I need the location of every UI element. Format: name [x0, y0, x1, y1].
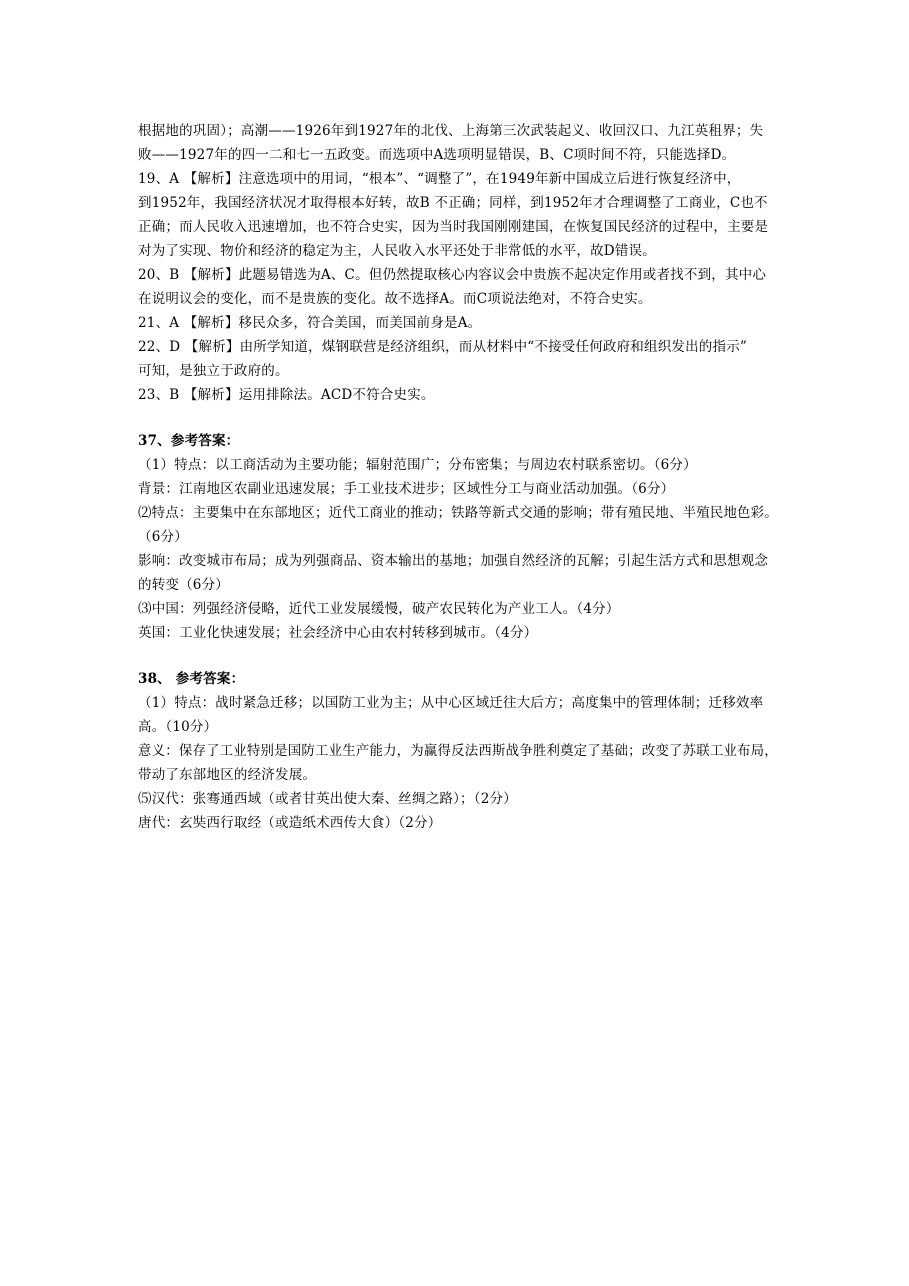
text-line: 根据地的巩固）；高潮——1926年到1927年的北伐、上海第三次武装起义、收回汉口、九江英租界；失 — [138, 123, 764, 139]
text-line: 23、B 【解析】运用排除法。ACD不符合史实。 — [138, 387, 435, 403]
section-heading-38: 38、 参考答案： — [138, 671, 245, 687]
text-line: 22、D 【解析】由所学知道，煤钢联营是经济组织，而从材料中“不接受任何政府和组织发出的指示” — [138, 339, 747, 355]
text-line: （1）特点：以工商活动为主要功能；辐射范围广；分布密集；与周边农村联系密切。（6分） — [138, 457, 697, 473]
text-line: 正确；而人民收入迅速增加，也不符合史实，因为当时我国刚刚建国，在恢复国民经济的过程中，主要是 — [138, 219, 769, 235]
text-line: （1）特点：战时紧急迁移；以国防工业为主；从中心区域迁往大后方；高度集中的管理体制；迁移效率 — [138, 695, 764, 711]
section-heading-37: 37、参考答案： — [138, 433, 240, 449]
text-line: 败——1927年的四一二和七一五政变。而选项中A选项明显错误，B、C项时间不符，只能选择D。 — [138, 147, 736, 163]
text-line: 高。（10分） — [138, 719, 218, 735]
text-line: 对为了实现、物价和经济的稳定为主，人民收入水平还处于非常低的水平，故D错误。 — [138, 243, 656, 259]
text-line: 的转变（6分） — [138, 577, 229, 593]
text-line: 21、A 【解析】移民众多，符合美国，而美国前身是A。 — [138, 315, 482, 331]
text-line: 意义：保存了工业特别是国防工业生产能力，为赢得反法西斯战争胜利奠定了基础；改变了苏联工业布局， — [138, 743, 778, 759]
text-line: 到1952年，我国经济状况才取得根本好转，故B 不正确；同样，到1952年才合理调整了工商业，C也不 — [138, 195, 768, 211]
text-line: ⑵特点：主要集中在东部地区；近代工商业的推动；铁路等新式交通的影响；带有殖民地、半殖民地色彩。 — [138, 505, 778, 521]
text-line: 20、B 【解析】此题易错选为A、C。但仍然提取核心内容议会中贵族不起决定作用或者找不到，其中心 — [138, 267, 767, 283]
text-line: 在说明议会的变化，而不是贵族的变化。故不选择A。而C项说法绝对，不符合史实。 — [138, 291, 652, 307]
text-line: 英国：工业化快速发展；社会经济中心由农村转移到城市。（4分） — [138, 625, 538, 641]
text-line: 影响：改变城市布局；成为列强商品、资本输出的基地；加强自然经济的瓦解；引起生活方式和思想观念 — [138, 553, 769, 569]
text-line: ⑶中国：列强经济侵略，近代工业发展缓慢，破产农民转化为产业工人。（4分） — [138, 601, 620, 617]
text-line: 19、A 【解析】注意选项中的用词，“根本”、“调整了”，在1949年新中国成立后进行恢复经济中， — [138, 171, 741, 187]
text-line: ⑸汉代：张骞通西域（或者甘英出使大秦、丝绸之路）；（2分） — [138, 791, 517, 807]
text-line: （6分） — [138, 529, 188, 545]
text-line: 背景：江南地区农副业迅速发展；手工业技术进步；区域性分工与商业活动加强。（6分） — [138, 481, 675, 497]
text-line: 带动了东部地区的经济发展。 — [138, 767, 317, 783]
text-line: 可知，是独立于政府的。 — [138, 363, 289, 379]
text-line: 唐代：玄奘西行取经（或造纸术西传大食）（2分） — [138, 815, 442, 831]
